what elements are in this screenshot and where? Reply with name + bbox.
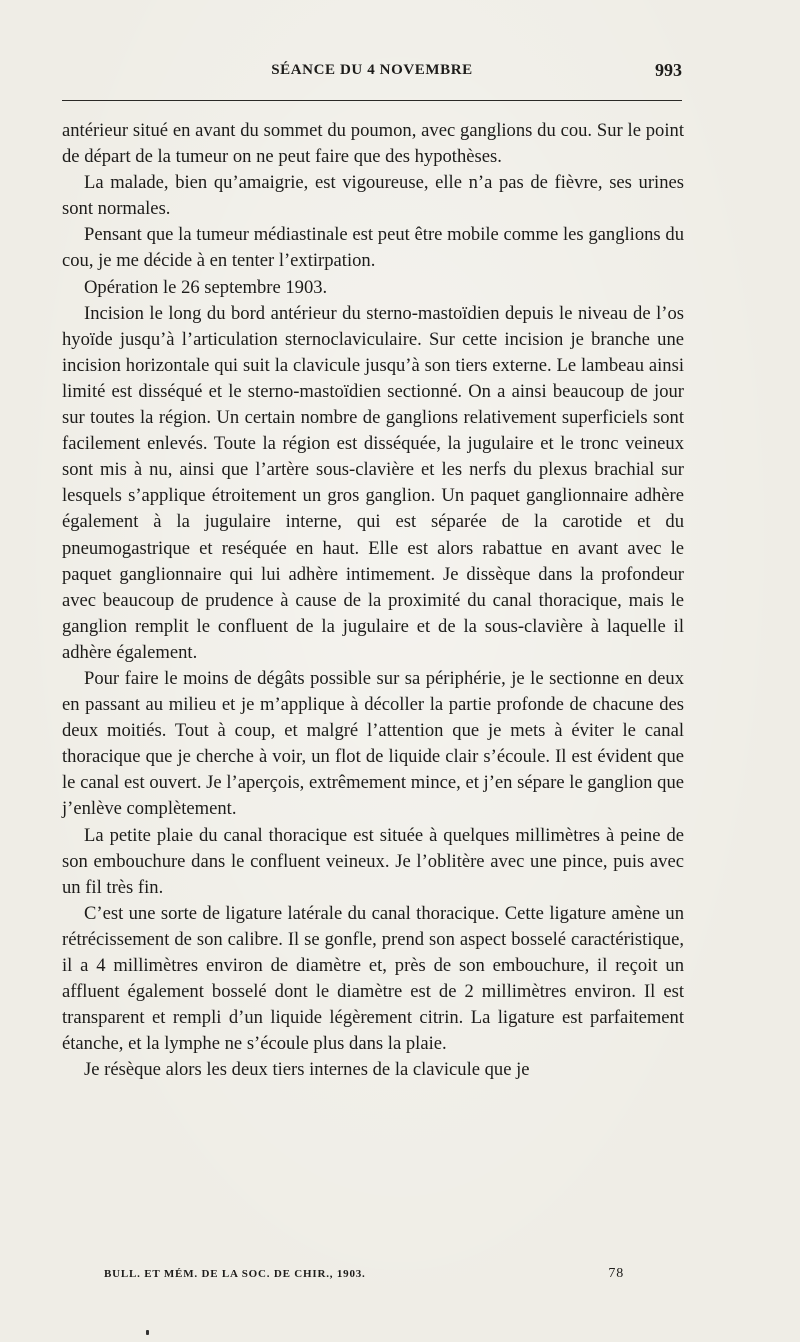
paragraph: Pour faire le moins de dégâts possible sur sa périphérie, je le sectionne en deux en passant au milieu et je m’applique à décoller la partie profonde de chacune des deux moitiés. Tout à coup, et malgré l’attention que je mets à éviter le canal thoracique que je cherche à voir, un flot de liquide clair s’écoule. Il est évident que le canal est ouvert. Je l’aperçois, extrêmement mince, et j’en sépare le ganglion que j’enlève complètement. bbox=[62, 667, 684, 820]
paragraph: Pensant que la tumeur médiastinale est peut être mobile comme les ganglions du cou, je me décide à en tenter l’extirpation. bbox=[62, 224, 684, 272]
header-rule bbox=[62, 100, 682, 101]
paragraph: antérieur situé en avant du sommet du poumon, avec ganglions du cou. Sur le point de départ de la tumeur on ne peut faire que des hypothèses. bbox=[62, 120, 684, 168]
paragraph: Incision le long du bord antérieur du sterno-mastoïdien depuis le niveau de l’os hyoïde jusqu’à l’articulation sternoclaviculaire. Sur cette incision je branche une incision horizontale qui suit la clavicule jusqu’à son tiers externe. Le lambeau ainsi limité est disséqué et le sterno-mastoïdien sectionné. On a ainsi beaucoup de jour sur toutes la région. Un certain nombre de ganglions relativement superficiels sont facilement enlevés. Toute la région est disséquée, la jugulaire et le tronc veineux sont mis à nu, ainsi que l’artère sous-clavière et les nerfs du plexus brachial sur lesquels s’applique étroitement un gros ganglion. Un paquet ganglionnaire adhère également à la jugulaire interne, qui est séparée de la carotide et du pneumogastrique et reséquée en haut. Elle est alors rabattue en avant avec le paquet ganglionnaire qui lui adhère intimement. Je dissèque dans la profondeur avec beaucoup de prudence à cause de la proximité du canal thoracique, mais le ganglion remplit le confluent de la jugulaire et de la sous-clavière à laquelle il adhère également. bbox=[62, 302, 684, 663]
paragraph: Opération le 26 septembre 1903. bbox=[84, 276, 328, 298]
body-text bbox=[62, 118, 684, 1083]
paragraph: La petite plaie du canal thoracique est située à quelques millimètres à peine de son embouchure dans le confluent veineux. Je l’oblitère avec une pince, puis avec un fil très fin. bbox=[62, 824, 684, 898]
paragraph: Je résèque alors les deux tiers internes de la clavicule que je bbox=[84, 1059, 530, 1081]
page-number: 993 bbox=[655, 60, 682, 80]
paragraph: C’est une sorte de ligature latérale du canal thoracique. Cette ligature amène un rétrécissement de son calibre. Il se gonfle, prend son aspect bosselé caractéristique, il a 4 millimètres environ de diamètre et, près de son embouchure, il reçoit un affluent également bosselé dont le diamètre est de 2 millimètres environ. Il est transparent et rempli d’un liquide légèrement citrin. La ligature est parfaitement étanche, et la lymphe ne s’écoule plus dans la plaie. bbox=[62, 902, 684, 1055]
running-header bbox=[62, 62, 682, 86]
running-title: SÉANCE DU 4 NOVEMBRE bbox=[271, 62, 473, 78]
footer-reference: BULL. ET MÉM. DE LA SOC. DE CHIR., 1903. bbox=[104, 1268, 366, 1280]
ink-speck bbox=[146, 1330, 149, 1335]
signature-mark: 78 bbox=[608, 1266, 624, 1281]
paragraph: La malade, bien qu’amaigrie, est vigoureuse, elle n’a pas de fièvre, ses urines sont normales. bbox=[62, 172, 684, 220]
